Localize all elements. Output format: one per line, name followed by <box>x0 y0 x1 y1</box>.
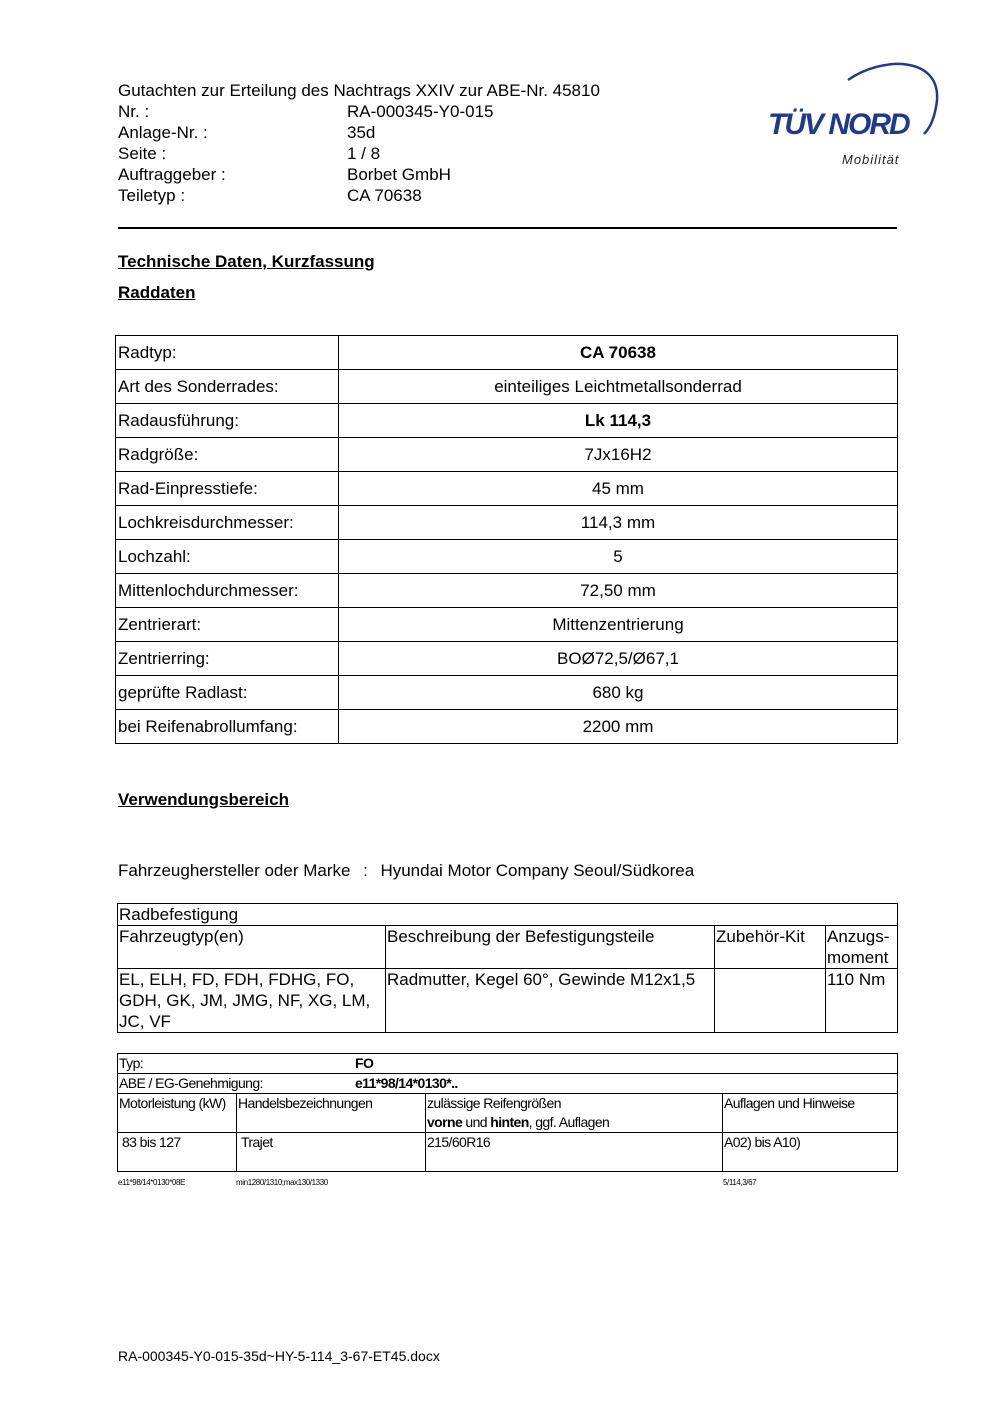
tuev-nord-logo <box>762 58 942 173</box>
typ-row <box>118 1054 898 1074</box>
maker-value: Hyundai Motor Company Seoul/Südkorea <box>380 861 695 880</box>
table-row <box>116 540 898 574</box>
header-value: Borbet GmbH <box>347 165 451 184</box>
header-value: CA 70638 <box>347 186 422 205</box>
typ-label: Typ: <box>119 1055 144 1071</box>
verwendung-heading: Verwendungsbereich <box>118 790 289 809</box>
header-label: Anlage-Nr. : <box>118 123 208 142</box>
row-value: einteiliges Leichtmetallsonderrad <box>339 370 898 404</box>
table-row <box>116 642 898 676</box>
column-header: Fahrzeugtyp(en) <box>118 926 386 969</box>
row-value: 2200 mm <box>339 710 898 744</box>
maker-separator: : <box>363 861 368 880</box>
table-row <box>116 336 898 370</box>
row-value: CA 70638 <box>339 336 898 370</box>
maker-line <box>118 861 694 881</box>
table-row <box>116 676 898 710</box>
footnote-bolt-pattern: 5/114,3/67 <box>723 1178 757 1187</box>
document-footer: RA-000345-Y0-015-35d~HY-5-114_3-67-ET45.docx <box>118 1348 440 1364</box>
header-label: Auftraggeber : <box>118 165 226 184</box>
tyres-and: und <box>462 1114 491 1130</box>
row-label: Zentrierring: <box>116 642 339 676</box>
torque-cell: 110 Nm <box>826 969 898 1033</box>
row-label: Art des Sonderrades: <box>116 370 339 404</box>
section-title: Technische Daten, Kurzfassung <box>118 252 375 271</box>
header-value: 35d <box>347 123 376 142</box>
table-row <box>116 438 898 472</box>
table-row <box>116 710 898 744</box>
tyres-cell: 215/60R16 <box>426 1133 723 1172</box>
column-header: Anzugs-moment <box>826 926 898 969</box>
table-header-row <box>118 926 898 969</box>
table-row <box>116 608 898 642</box>
tyres-rest: , ggf. Auflagen <box>528 1114 610 1130</box>
row-value: 45 mm <box>339 472 898 506</box>
table-header-row <box>118 1094 898 1133</box>
header-row-anlage <box>118 122 678 143</box>
header-row-nr <box>118 101 678 122</box>
tyres-rear: hinten <box>490 1114 529 1130</box>
description-cell: Radmutter, Kegel 60°, Gewinde M12x1,5 <box>386 969 715 1033</box>
column-header: Handelsbezeichnungen <box>237 1094 426 1133</box>
document-header <box>118 80 678 206</box>
row-value: 5 <box>339 540 898 574</box>
tyres-front: vorne <box>427 1114 463 1130</box>
header-label: Seite : <box>118 144 167 163</box>
table-row <box>116 472 898 506</box>
row-label: Radausführung: <box>116 404 339 438</box>
row-value: 114,3 mm <box>339 506 898 540</box>
table-row <box>116 506 898 540</box>
abe-row <box>118 1074 898 1094</box>
header-row-teiletyp <box>118 185 678 206</box>
abe-cell <box>118 1074 898 1094</box>
logo-subtitle: Mobilität <box>842 152 900 167</box>
row-label: Rad-Einpresstiefe: <box>116 472 339 506</box>
column-header: Beschreibung der Befestigungsteile <box>386 926 715 969</box>
row-value: 7Jx16H2 <box>339 438 898 472</box>
document-title: Gutachten zur Erteilung des Nachtrags XXIV zur ABE-Nr. 45810 <box>118 81 600 100</box>
table-row <box>116 404 898 438</box>
table-title: Radbefestigung <box>118 904 898 926</box>
row-label: Lochzahl: <box>116 540 339 574</box>
row-label: Mittenlochdurchmesser: <box>116 574 339 608</box>
table-row <box>118 969 898 1033</box>
typ-value: FO <box>355 1055 374 1071</box>
column-header: Motorleistung (kW) <box>118 1094 237 1133</box>
column-header: Zubehör-Kit <box>715 926 826 969</box>
table-row <box>116 370 898 404</box>
vehicle-types-cell: EL, ELH, FD, FDH, FDHG, FO, GDH, GK, JM, JMG, NF, XG, LM, JC, VF <box>118 969 386 1033</box>
header-row-seite <box>118 143 678 164</box>
header-value: RA-000345-Y0-015 <box>347 102 494 121</box>
footnote-dimensions: min1280/1310;max130/1330 <box>236 1178 328 1187</box>
power-cell: 83 bis 127 <box>118 1133 237 1172</box>
trade-cell: Trajet <box>237 1133 426 1172</box>
table-title-row <box>118 904 898 926</box>
maker-label: Fahrzeughersteller oder Marke <box>118 861 351 880</box>
header-label: Teiletyp : <box>118 186 186 205</box>
kit-cell <box>715 969 826 1033</box>
row-label: Radgröße: <box>116 438 339 472</box>
footnote-approval: e11*98/14*0130*08E <box>118 1178 185 1187</box>
typ-table <box>117 1053 898 1172</box>
raddaten-table <box>115 335 898 744</box>
row-label: Radtyp: <box>116 336 339 370</box>
header-label: Nr. : <box>118 102 150 121</box>
row-label: bei Reifenabrollumfang: <box>116 710 339 744</box>
column-header: Auflagen und Hinweise <box>723 1094 898 1133</box>
header-divider <box>118 227 897 229</box>
column-header <box>426 1094 723 1133</box>
row-value: Lk 114,3 <box>339 404 898 438</box>
row-label: geprüfte Radlast: <box>116 676 339 710</box>
abe-value: e11*98/14*0130*.. <box>355 1075 458 1091</box>
row-label: Lochkreisdurchmesser: <box>116 506 339 540</box>
row-value: 680 kg <box>339 676 898 710</box>
raddaten-heading: Raddaten <box>118 283 196 302</box>
header-row-auftraggeber <box>118 164 678 185</box>
table-row <box>116 574 898 608</box>
table-row <box>118 1133 898 1172</box>
tyres-header-line1: zulässige Reifengrößen <box>427 1095 561 1111</box>
header-value: 1 / 8 <box>347 144 381 163</box>
row-value: 72,50 mm <box>339 574 898 608</box>
row-value: BOØ72,5/Ø67,1 <box>339 642 898 676</box>
row-label: Zentrierart: <box>116 608 339 642</box>
typ-cell <box>118 1054 898 1074</box>
logo-wordmark: TÜV NORD <box>768 108 909 141</box>
notes-cell: A02) bis A10) <box>723 1133 898 1172</box>
row-value: Mittenzentrierung <box>339 608 898 642</box>
abe-label: ABE / EG-Genehmigung: <box>119 1075 263 1091</box>
radbefestigung-table <box>117 903 898 1033</box>
